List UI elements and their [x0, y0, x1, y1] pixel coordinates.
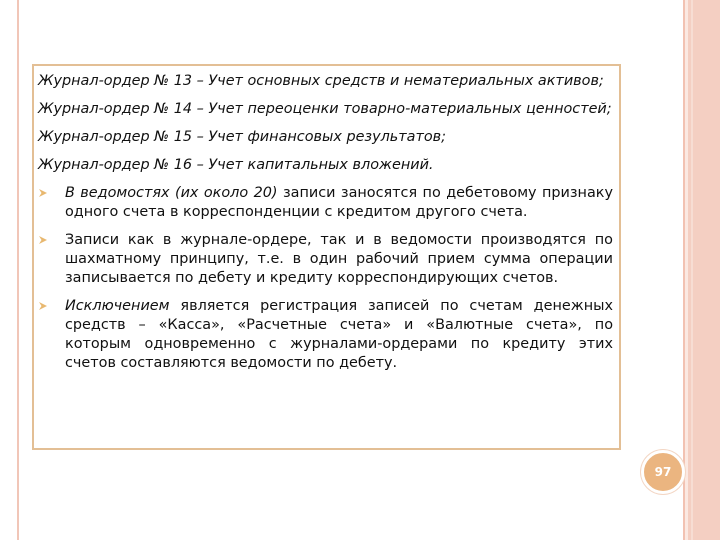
journal-order-14: Журнал-ордер № 14 – Учет переоценки товарно-материальных ценностей; — [38, 101, 612, 117]
page-number: 97 — [654, 465, 672, 479]
bullet-item — [38, 231, 613, 288]
arrow-bullet-icon — [38, 235, 48, 245]
journal-order-16: Журнал-ордер № 16 – Учет капитальных вложений. — [38, 157, 434, 173]
arrow-bullet-icon — [38, 188, 48, 198]
right-decorative-band — [681, 0, 720, 540]
page-number-badge — [641, 450, 685, 494]
arrow-bullet-icon — [38, 301, 48, 311]
left-decorative-rule — [17, 0, 19, 540]
bullet-item — [38, 297, 613, 373]
journal-order-13: Журнал-ордер № 13 – Учет основных средств и нематериальных активов; — [38, 73, 604, 89]
bullet-lead-text: В ведомостях (их около 20) — [65, 185, 278, 201]
slide-content-box — [32, 64, 621, 450]
bullet-lead-text: Исключением — [65, 298, 170, 314]
bullet-text: является регистрация записей по счетам денежных средств – «Касса», «Расчетные счета» и «Валютные счета», по которым одновременно с журналами-ордерами по кредиту этих счетов составляются ведомости по дебету. — [65, 298, 613, 371]
bullet-text: записи заносятся по дебетовому признаку одного счета в корреспонденции с кредитом другого счета. — [65, 185, 613, 220]
journal-order-15: Журнал-ордер № 15 – Учет финансовых результатов; — [38, 129, 446, 145]
bullet-text: Записи как в журнале-ордере, так и в ведомости производятся по шахматному принципу, т.е. в один рабочий прием сумма операции записывается по дебету и кредиту корреспондирующих счетов. — [65, 232, 613, 286]
bullet-item — [38, 184, 613, 222]
